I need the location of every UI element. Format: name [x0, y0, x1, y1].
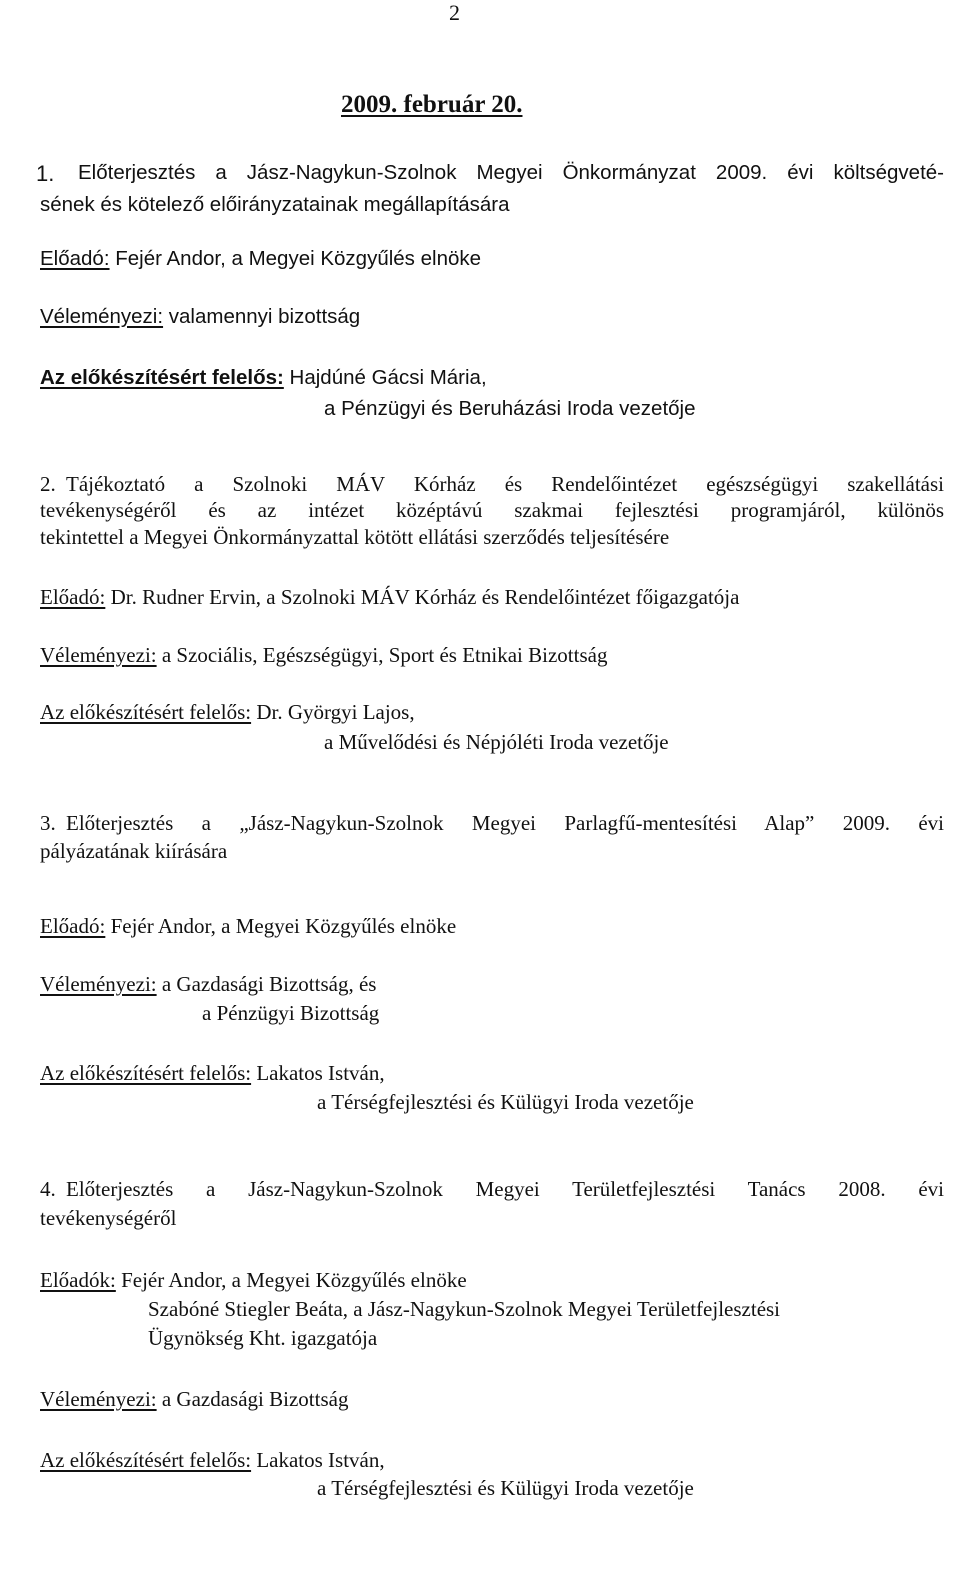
reviewer-row — [40, 974, 376, 995]
responsible-label: Az előkészítésért felelős: — [40, 1061, 252, 1085]
responsible-title: a Pénzügyi és Beruházási Iroda vezetője — [324, 397, 696, 420]
item-title-line: Tájékoztató a Szolnoki MÁV Kórház és Rendelőintézet egészségügyi szakellátási — [66, 472, 944, 496]
reviewer-label: Véleményezi: — [40, 972, 157, 996]
item-number: 2. — [40, 472, 56, 496]
item-title-line: tevékenységéről — [40, 1206, 177, 1230]
presenter-label: Előadó: — [40, 247, 110, 270]
reviewer-label: Véleményezi: — [40, 1387, 157, 1411]
presenter-name: Fejér Andor, a Megyei Közgyűlés elnöke — [115, 247, 482, 270]
item-title-line: tevékenységéről és az intézet középtávú szakmai fejlesztési programjáról, különös — [40, 498, 944, 522]
responsible-row — [40, 1063, 385, 1084]
item-title-line: pályázatának kiírására — [40, 839, 228, 863]
presenter-row — [40, 1270, 467, 1291]
reviewer-row — [40, 645, 607, 666]
responsible-label: Az előkészítésért felelős: — [40, 366, 284, 389]
responsible-title: a Térségfejlesztési és Külügyi Iroda vezetője — [317, 1090, 694, 1114]
reviewer-label: Véleményezi: — [40, 305, 164, 328]
presenter-name: Fejér Andor, a Megyei Közgyűlés elnöke — [110, 914, 457, 938]
responsible-name: Hajdúné Gácsi Mária, — [289, 366, 487, 389]
item-title-line: sének és kötelező előirányzatainak megállapítására — [40, 193, 510, 216]
item-title-line: Előterjesztés a „Jász-Nagykun-Szolnok Megyei Parlagfű-mentesítési Alap” 2009. évi — [66, 811, 944, 835]
item-number: 3. — [40, 811, 56, 835]
reviewer-name-continued: a Pénzügyi Bizottság — [202, 1001, 380, 1025]
responsible-title: a Művelődési és Népjóléti Iroda vezetője — [324, 730, 669, 754]
presenter-row — [40, 249, 481, 270]
reviewer-name: valamennyi bizottság — [168, 305, 361, 328]
item-title-line: tekintettel a Megyei Önkormányzattal kötött ellátási szerződés teljesítésére — [40, 525, 670, 549]
reviewer-label: Véleményezi: — [40, 643, 157, 667]
reviewer-name: a Gazdasági Bizottság, és — [161, 972, 377, 996]
item-number: 4. — [40, 1177, 56, 1201]
responsible-row — [40, 1450, 385, 1471]
page-number: 2 — [449, 0, 460, 25]
presenter-label: Előadó: — [40, 914, 106, 938]
responsible-name: Lakatos István, — [256, 1448, 385, 1472]
presenter-label: Előadó: — [40, 585, 106, 609]
presenter-row — [40, 587, 739, 608]
presenter-row — [40, 916, 456, 937]
reviewer-name: a Szociális, Egészségügyi, Sport és Etnikai Bizottság — [161, 643, 608, 667]
reviewer-row — [40, 1389, 348, 1410]
reviewer-row — [40, 307, 360, 328]
presenter-name-continued: Ügynökség Kht. igazgatója — [148, 1326, 378, 1350]
presenter-name: Dr. Rudner Ervin, a Szolnoki MÁV Kórház és Rendelőintézet főigazgatója — [110, 585, 740, 609]
presenter-name: Fejér Andor, a Megyei Közgyűlés elnöke — [121, 1268, 467, 1292]
date-heading: 2009. február 20. — [341, 91, 523, 118]
responsible-name: Lakatos István, — [256, 1061, 385, 1085]
responsible-name: Dr. Györgyi Lajos, — [256, 700, 415, 724]
item-number: 1. — [36, 161, 55, 186]
presenter-name: Szabóné Stiegler Beáta, a Jász-Nagykun-Szolnok Megyei Területfejlesztési — [148, 1297, 781, 1321]
responsible-row — [40, 702, 415, 723]
responsible-row — [40, 368, 487, 389]
presenter-label: Előadók: — [40, 1268, 116, 1292]
responsible-label: Az előkészítésért felelős: — [40, 1448, 252, 1472]
responsible-label: Az előkészítésért felelős: — [40, 700, 252, 724]
item-title-line: Előterjesztés a Jász-Nagykun-Szolnok Megyei Önkormányzat 2009. évi költségveté- — [78, 161, 944, 184]
reviewer-name: a Gazdasági Bizottság — [161, 1387, 349, 1411]
item-title-line: Előterjesztés a Jász-Nagykun-Szolnok Megyei Területfejlesztési Tanács 2008. évi — [66, 1177, 944, 1201]
responsible-title: a Térségfejlesztési és Külügyi Iroda vezetője — [317, 1476, 694, 1500]
